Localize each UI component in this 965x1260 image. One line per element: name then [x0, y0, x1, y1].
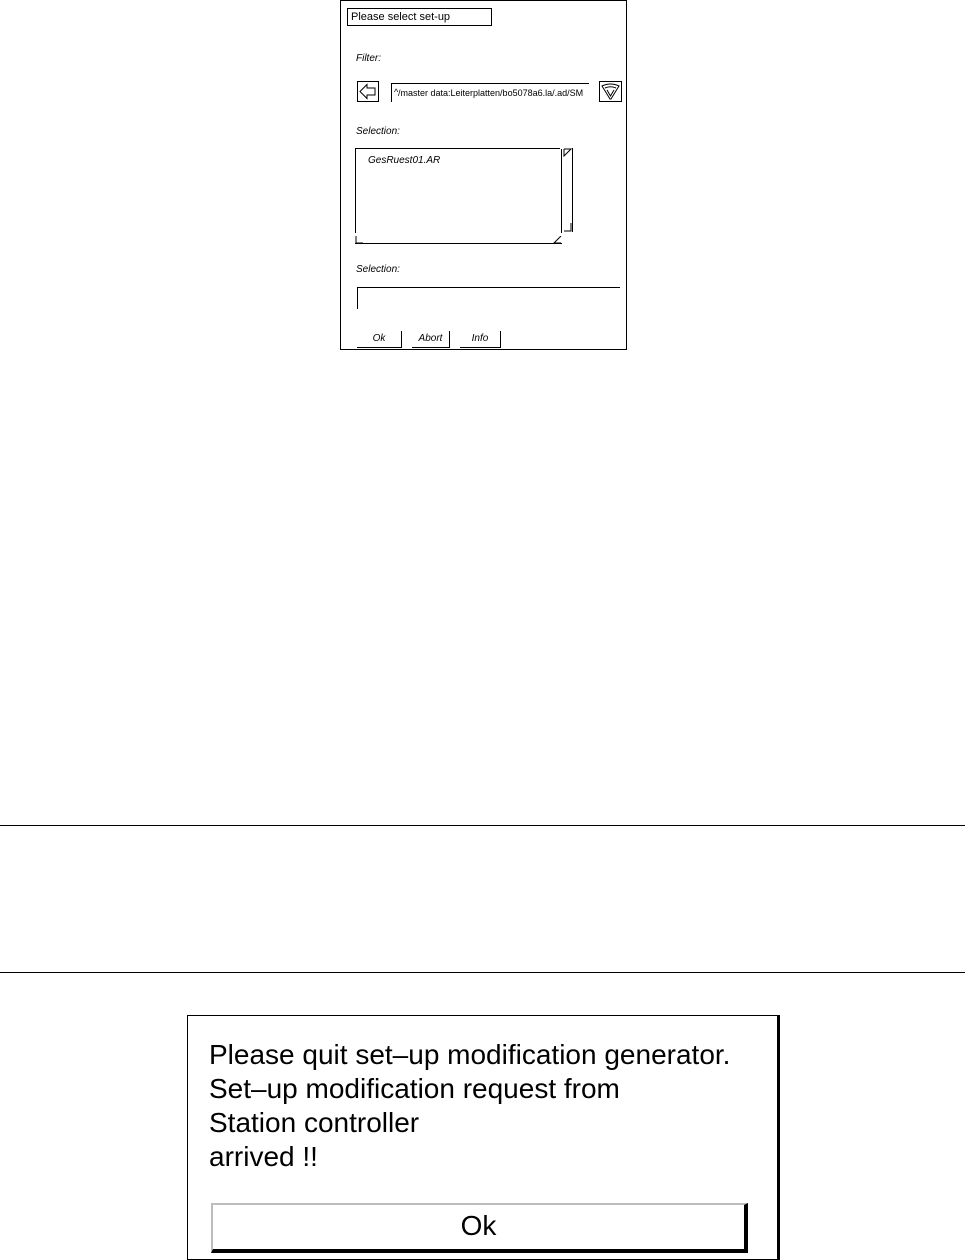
- left-arrow-icon: [358, 82, 378, 101]
- filter-funnel-icon: [600, 82, 621, 101]
- selection-input[interactable]: [357, 287, 620, 309]
- back-button[interactable]: [357, 81, 379, 102]
- scroll-right-icon[interactable]: [553, 236, 562, 244]
- horizontal-scrollbar[interactable]: [355, 236, 562, 244]
- filter-path-text: /master data:Leiterplatten/bo5078a6.la/.ad/SM: [398, 88, 584, 98]
- info-button[interactable]: Info: [460, 331, 501, 348]
- dialog-title: Please select set-up: [347, 8, 492, 26]
- apply-filter-button[interactable]: [599, 81, 622, 102]
- abort-button[interactable]: Abort: [412, 331, 450, 348]
- selection-field-label: Selection:: [356, 264, 400, 275]
- message-text: Please quit set–up modification generator. Set–up modification request from Station controller arrived !!: [209, 1039, 731, 1172]
- ok-button[interactable]: Ok: [211, 1203, 748, 1253]
- select-setup-dialog: [340, 0, 627, 350]
- list-item[interactable]: GesRuest01.AR: [368, 155, 441, 166]
- selection-list[interactable]: [355, 148, 560, 233]
- separator-line: [0, 825, 965, 826]
- selection-list-label: Selection:: [356, 126, 400, 137]
- vertical-scrollbar[interactable]: [563, 148, 573, 232]
- separator-line: [0, 972, 965, 973]
- scroll-down-icon[interactable]: [563, 223, 572, 232]
- filter-label: Filter:: [356, 53, 381, 64]
- text-cursor-icon: ^: [394, 87, 399, 97]
- filter-input[interactable]: [391, 83, 589, 102]
- scroll-left-icon[interactable]: [355, 236, 364, 244]
- ok-button[interactable]: Ok: [357, 331, 402, 348]
- quit-generator-message-dialog: [187, 1015, 780, 1260]
- scroll-up-icon[interactable]: [563, 148, 572, 157]
